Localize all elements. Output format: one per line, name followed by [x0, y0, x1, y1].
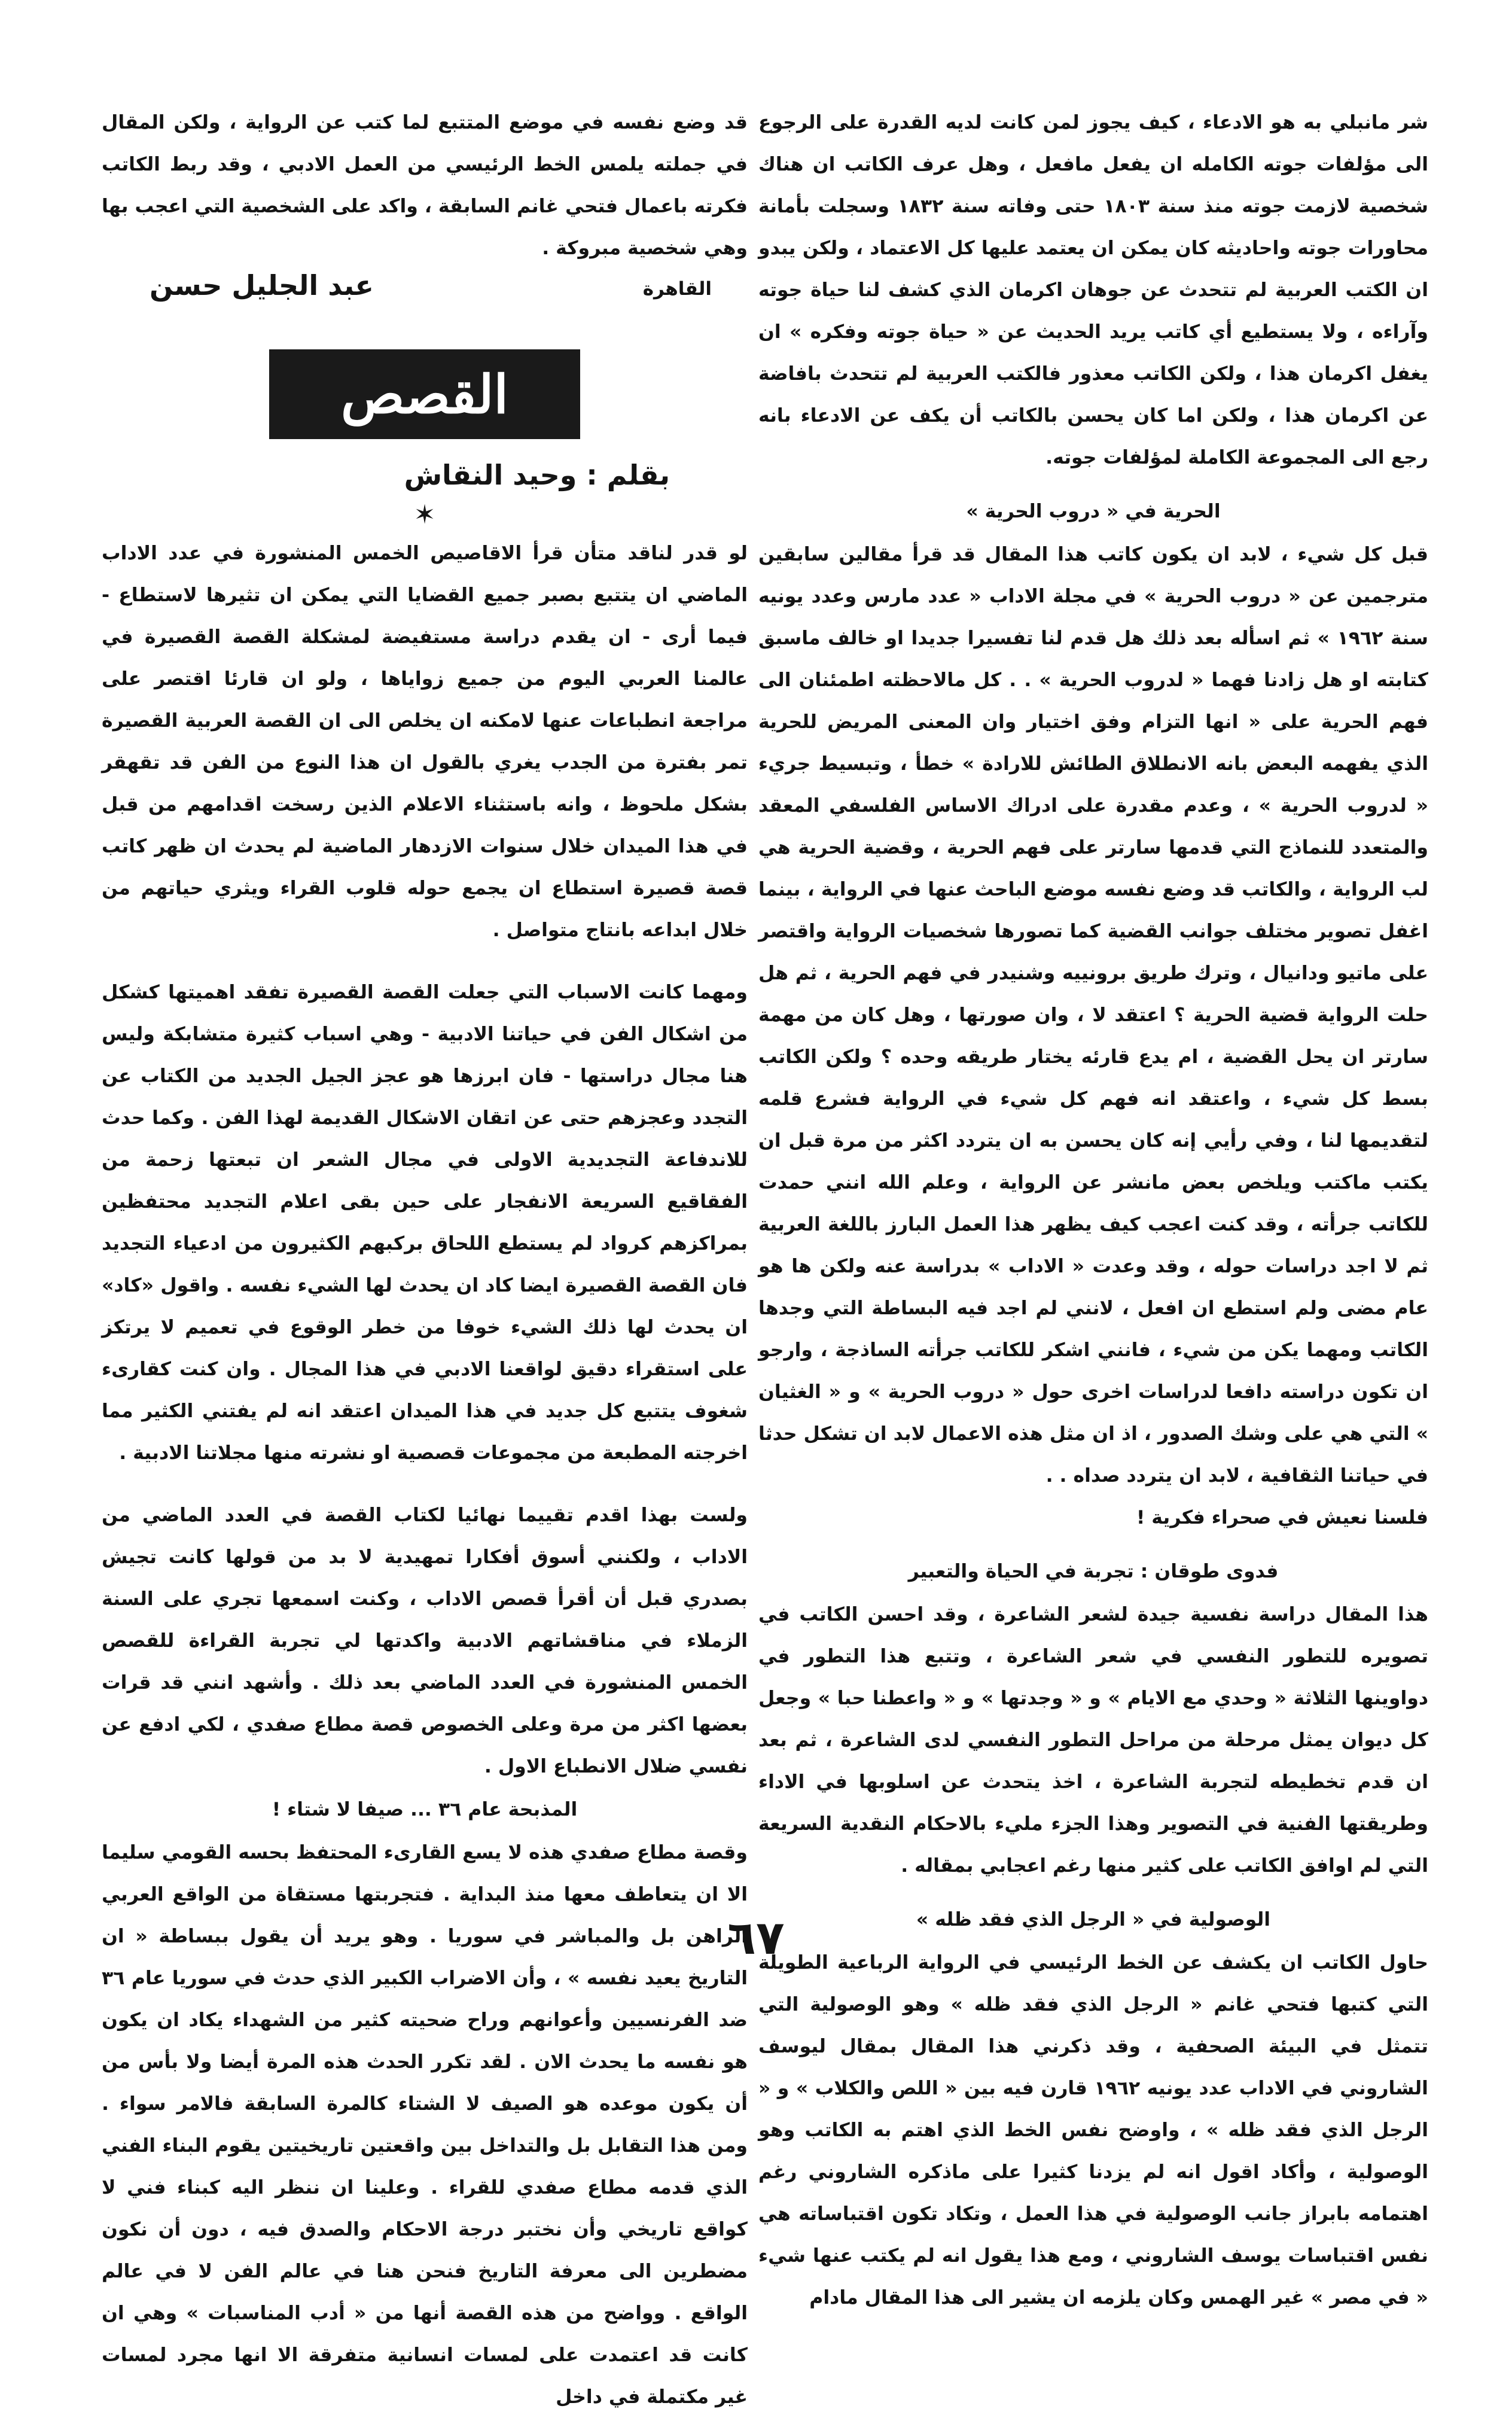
signature-city: القاهرة — [642, 278, 712, 300]
section-banner — [102, 349, 748, 439]
section-title: القصص — [269, 349, 580, 439]
paragraph-short-story-1: لو قدر لناقد متأن قرأ الاقاصيص الخمس المنشورة في عدد الاداب الماضي ان يتتبع بصبر جميع القضايا التي يمكن ان تثيرها لاستطاع - فيما أرى - ان يقدم دراسة مستفيضة لمشكلة القصة القصيرة في عالمنا العربي اليوم من جميع زواياها ، ولو ان قارئا اقتصر على مراجعة انطباعات عنها لامكنه ان يخلص الى ان القصة العربية القصيرة تمر بفترة من الجدب يغري بالقول ان هذا النوع من الفن قد تقهقر بشكل ملحوظ ، وانه باستثناء الاعلام الذين رسخت اقدامهم من قبل في هذا الميدان خلال سنوات الازدهار الماضية لم يحدث ان ظهر كاتب قصة قصيرة استطاع ان يجمع حوله قلوب القراء ويثري حياتهم من خلال ابداعه بانتاج متواصل . — [102, 543, 748, 941]
paragraph-continued-review: قد وضع نفسه في موضع المتتبع لما كتب عن الرواية ، ولكن المقال في جملته يلمس الخط الرئيسي من العمل الادبي ، وقد ربط الكاتب فكرته باعمال فتحي غانم السابقة ، واكد على الشخصية التي اعجب بها وهي شخصية مبروكة . — [102, 112, 748, 259]
paragraph-goethe-critique: شر مانبلي به هو الادعاء ، كيف يجوز لمن كانت لديه القدرة على الرجوع الى مؤلفات جوته الكامله ان يفعل مافعل ، وهل عرف الكاتب ان هناك شخصية لازمت جوته منذ سنة ١٨٠٣ حتى وفاته سنة ١٨٣٢ وسجلت بأمانة محاورات جوته واحاديثه كان يمكن ان يعتمد عليها كل الاعتماد ، ولكن يبدو ان الكتب العربية لم تتحدث عن جوهان اكرمان الذي كشف لنا حياة جوته وآراءه ، ولا يستطيع أي كاتب يريد الحديث عن « حياة جوته وفكره » ان يغفل اكرمان هذا ، ولكن الكاتب معذور فالكتب العربية لم تتحدث بافاضة عن اكرمان هذا ، ولكن اما كان يحسن بالكاتب أن يكف عن الادعاء بانه رجع الى المجموعة الكاملة لمؤلفات جوته. — [758, 112, 1428, 468]
paragraph-mutaa-safadi: وقصة مطاع صفدي هذه لا يسع القارىء المحتفظ بحسه القومي سليما الا ان يتعاطف معها منذ البداية . فتجربتها مستقاة من الواقع العربي الراهن بل والمباشر في سوريا . وهو يريد أن يقول ببساطة « ان التاريخ يعيد نفسه » ، وأن الاضراب الكبير الذي حدث في سوريا عام ٣٦ ضد الفرنسيين وأعوانهم وراح ضحيته كثير من الشهداء يكاد ان يكون هو نفسه ما يحدث الان . لقد تكرر الحدث هذه المرة أيضا ولا بأس من أن يكون موعده هو الصيف لا الشتاء كالمرة السابقة فالامر سواء . ومن هذا التقابل بل والتداخل بين واقعتين تاريخيتين يقوم البناء الفني الذي قدمه مطاع صفدي للقراء . وعلينا ان ننظر اليه كبناء فني لا كواقع تاريخي وأن نختبر درجة الاحكام والصدق فيه ، دون أن نكون مضطرين الى معرفة التاريخ فنحن هنا في عالم الفن لا في عالم الواقع . وواضح من هذه القصة أنها من « أدب المناسبات » وهي ان كانت قد اعتمدت على لمسات انسانية متفرقة الا انها مجرد لمسات غير مكتملة في داخل — [102, 1842, 748, 2408]
paragraph-opportunism: حاول الكاتب ان يكشف عن الخط الرئيسي في الرواية الرباعية الطويلة التي كتبها فتحي غانم « الرجل الذي فقد ظله » وهو الوصولية التي تتمثل في البيئة الصحفية ، وقد ذكرني هذا المقال بمقال ليوسف الشاروني في الاداب عدد يونيه ١٩٦٢ قارن فيه بين « اللص والكلاب » و « الرجل الذي فقد ظله » ، واوضح نفس الخط الذي اهتم به الكاتب وهو الوصولية ، وأكاد اقول انه لم يزدنا كثيرا على ماذكره الشاروني رغم اهتمامه بابراز جانب الوصولية في هذا العمل ، وتكاد تكون اقتباساته هي نفس اقتباسات يوسف الشاروني ، ومع هذا يقول انه لم يكتب عنها شيء « في مصر » غير الهمس وكان يلزمه ان يشير الى هذا المقال مادام — [758, 1952, 1428, 2309]
paragraph-short-story-3: ولست بهذا اقدم تقييما نهائيا لكتاب القصة في العدد الماضي من الاداب ، ولكنني أسوق أفكارا تمهيدية لا بد من قولها كانت تجيش بصدري قبل أن أقرأ قصص الاداب ، وكنت اسمعها تجري على السنة الزملاء في مناقشاتهم الادبية واكدتها لي تجربة القراءة للقصص الخمس المنشورة في العدد الماضي بعد ذلك . وأشهد انني قد قرات بعضها اكثر من مرة وعلى الخصوص قصة مطاع صفدي ، لكي ادفع عن نفسي ضلال الانطباع الاول . — [102, 1505, 748, 1777]
paragraph-intellectual-desert: فلسنا نعيش في صحراء فكرية ! — [1136, 1507, 1428, 1528]
byline: بقلم : وحيد النقاش — [404, 459, 670, 491]
signature-block — [102, 269, 748, 319]
heading-freedom-in-roads-of-freedom: الحرية في « دروب الحرية » — [966, 501, 1221, 522]
right-column — [758, 102, 1428, 2319]
heading-opportunism: الوصولية في « الرجل الذي فقد ظله » — [916, 1909, 1271, 1930]
paragraph-short-story-2: ومهما كانت الاسباب التي جعلت القصة القصيرة تفقد اهميتها كشكل من اشكال الفن في حياتنا الادبية - وهي اسباب كثيرة متشابكة وليس هنا مجال دراستها - فان ابرزها هو عجز الجيل الجديد من الكتاب عن التجدد وعجزهم حتى عن اتقان الاشكال القديمة لهذا الفن . وكما حدث للاندفاعة التجديدية الاولى في مجال الشعر ان تبعتها زحمة من الفقاقيع السريعة الانفجار على حين بقى اعلام التجديد محتفظين بمراكزهم كرواد لم يستطع اللحاق بركبهم الكثيرون من ادعياء التجديد فان القصة القصيرة ايضا كاد ان يحدث لها الشيء نفسه . واقول «كاد» ان يحدث لها ذلك الشيء خوفا من خطر الوقوع في تعميم لا يرتكز على استقراء دقيق لواقعنا الادبي في هذا المجال . وان كنت كقارىء شغوف يتتبع كل جديد في هذا الميدان اعتقد انه لم يفتني الكثير مما اخرجته المطبعة من مجموعات قصصية او نشرته منها مجلاتنا الادبية . — [102, 982, 748, 1464]
paragraph-roads-of-freedom: قبل كل شيء ، لابد ان يكون كاتب هذا المقال قد قرأ مقالين سابقين مترجمين عن « دروب الحرية » في مجلة الاداب « عدد مارس وعدد يونيه سنة ١٩٦٢ » ثم اسأله بعد ذلك هل قدم لنا تفسيرا جديدا او خالف ماسبق كتابته او هل زادنا فهما « لدروب الحرية » . . كل مالاحظته اطمئنان الى فهم الحرية على « انها التزام وفق اختيار وان المعنى المريض للحرية الذي يفهمه البعض بانه الانطلاق الطائش للارادة » خطأ ، وتبسيط جريء « لدروب الحرية » ، وعدم مقدرة على ادراك الاساس الفلسفي المعقد والمتعدد للنماذج التي قدمها سارتر على فهم الحرية ، وقضية الحرية هي لب الرواية ، والكاتب قد وضع نفسه موضع الباحث عنها في الرواية ، بينما اغفل تصوير مختلف جوانب القضية كما تصورها شخصيات الرواية واقتصر على ماتيو ودانيال ، وترك طريق برونييه وشنيدر في فهم الحرية ، ثم هل حلت الرواية قضية الحرية ؟ اعتقد لا ، وان صورتها ، وهل كان من مهمة سارتر ان يحل القضية ، ام يدع قارئه يختار طريقه وحده ؟ ولكن الكاتب بسط كل شيء ، واعتقد انه فهم كل شيء في الرواية فشرع قلمه لتقديمها لنا ، وفي رأيي إنه كان يحسن به ان يتردد اكثر من مرة قبل ان يكتب ماكتب ويلخص بعض مانشر عن الرواية ، وعلم الله انني حمدت للكاتب جرأته ، وقد كنت اعجب كيف يظهر هذا العمل البارز باللغة العربية ثم لا اجد دراسات حوله ، وقد وعدت « الاداب » بدراسة عنه ولكن ها هو عام مضى ولم استطع ان افعل ، لانني لم اجد فيه البساطة التي وجدها الكاتب ومهما يكن من شيء ، فانني اشكر للكاتب جرأته الساذجة ، وارجو ان تكون دراسته دافعا لدراسات اخرى حول « دروب الحرية » و « الغثيان » التي هي على وشك الصدور ، اذ ان مثل هذه الاعمال لابد ان تشكل حدثا في حياتنا الثقافية ، لابد ان يتردد صداه . . — [758, 544, 1428, 1487]
heading-fadwa-tuqan: فدوى طوقان : تجربة في الحياة والتعبير — [908, 1561, 1279, 1582]
star-separator: ✶ — [413, 500, 436, 530]
author-signature: عبد الجليل حسن — [150, 269, 374, 302]
left-column — [102, 102, 748, 2418]
page-number: ٦٧ — [727, 1911, 785, 1965]
paragraph-fadwa-tuqan: هذا المقال دراسة نفسية جيدة لشعر الشاعرة ، وقد احسن الكاتب في تصويره للتطور النفسي في شعر الشاعرة ، وتتبع هذا التطور في دواوينها الثلاثة « وحدي مع الايام » و « وجدتها » و « واعطنا حبا » وجعل كل ديوان يمثل مرحلة من مراحل التطور النفسي لدى الشاعرة ، ثم بعد ان قدم تخطيطه لتجربة الشاعرة ، اخذ يتحدث عن اسلوبها في الاداء وطريقتها الفنية في التصوير وهذا الجزء مليء بالاحكام النقدية السريعة التي لم اوافق الكاتب على كثير منها رغم اعجابي بمقاله . — [758, 1604, 1428, 1877]
subheading-massacre: المذبحة عام ٣٦ ... صيفا لا شتاء ! — [272, 1799, 578, 1820]
